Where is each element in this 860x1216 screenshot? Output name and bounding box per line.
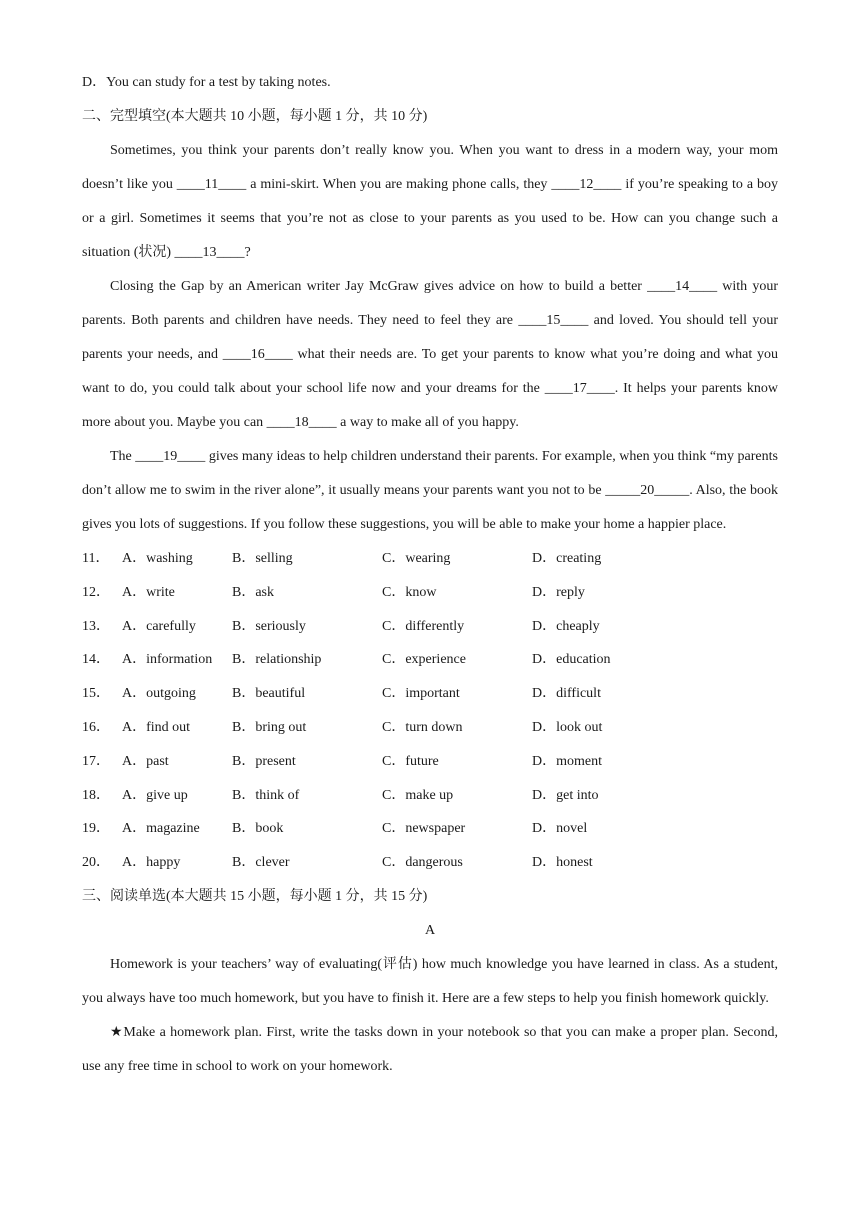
cloze-paragraph-2: Closing the Gap by an American writer Jay McGraw gives advice on how to build a better ____14____ with your parents. Both parents and children have needs. They need to feel they are ____15____ and loved. You should tell your parents your needs, and ____16____ what their needs are. To get your parents to know what you’re doing and what you want to do, you could talk about your school life now and your dreams for the ____17____. It helps your parents know more about you. Maybe you can ____18____ a way to make all of you happy. — [82, 279, 778, 430]
passage-label: A — [424, 922, 436, 938]
question-row — [82, 812, 778, 846]
option-a: A．magazine — [122, 821, 200, 837]
option-b: B．beautiful — [232, 686, 306, 702]
cloze-paragraph-3: The ____19____ gives many ideas to help children understand their parents. For example, when you think “my parents don’t allow me to swim in the river alone”, it usually means your parents want you not to be _____20_____. Also, the book gives you lots of suggestions. If you follow these suggestions, you will be able to make your home a happier place. — [82, 449, 778, 532]
option-a: A．washing — [122, 551, 193, 566]
question-number: 20． — [82, 855, 110, 871]
question-number: 17． — [82, 753, 110, 769]
question-row — [82, 711, 778, 745]
section2-heading: 二、完型填空(本大题共 10 小题，每小题 1 分，共 10 分) — [82, 109, 428, 124]
question-row — [82, 745, 778, 779]
option-c: C．experience — [382, 652, 466, 668]
option-d: D．difficult — [532, 686, 601, 702]
reading-paragraph-1: Homework is your teachers’ way of evaluating(评估) how much knowledge you have learned in class. As a student, you always have too much homework, but you have to finish it. Here are a few steps to help you finish homework quickly. — [82, 956, 778, 1006]
option-b: B．think of — [232, 787, 300, 803]
option-a: A．past — [122, 753, 169, 769]
option-a: A．write — [122, 584, 175, 600]
option-a: A．happy — [122, 855, 181, 871]
option-d: D．cheaply — [532, 618, 600, 634]
option-d: D．look out — [532, 719, 603, 735]
question-number: 13． — [82, 618, 110, 634]
question-row — [82, 610, 778, 644]
option-c: C．future — [382, 753, 439, 769]
question-row — [82, 542, 778, 576]
option-b: B．ask — [232, 584, 274, 600]
option-b: B．clever — [232, 855, 290, 871]
previous-option-d: D．You can study for a test by taking notes. — [82, 75, 331, 90]
option-a: A．carefully — [122, 618, 196, 634]
option-b: B．book — [232, 821, 284, 837]
question-number: 16． — [82, 719, 110, 735]
option-d: D．get into — [532, 787, 599, 803]
option-d: D．reply — [532, 584, 585, 600]
question-row — [82, 779, 778, 813]
question-row — [82, 677, 778, 711]
option-d: D．education — [532, 652, 611, 668]
question-row — [82, 643, 778, 677]
option-c: C．important — [382, 686, 460, 702]
question-row — [82, 576, 778, 610]
option-b: B．bring out — [232, 719, 307, 735]
option-c: C．newspaper — [382, 821, 466, 837]
option-a: A．give up — [122, 787, 188, 803]
option-c: C．wearing — [382, 551, 451, 566]
option-b: B．present — [232, 753, 296, 769]
option-d: D．honest — [532, 855, 593, 871]
option-c: C．dangerous — [382, 855, 463, 871]
option-b: B．relationship — [232, 652, 322, 668]
option-c: C．make up — [382, 787, 454, 803]
question-number: 19． — [82, 821, 110, 837]
question-row — [82, 846, 778, 880]
option-b: B．seriously — [232, 618, 306, 634]
option-b: B．selling — [232, 551, 293, 566]
option-a: A．information — [122, 652, 213, 668]
option-d: D．novel — [532, 821, 588, 837]
question-number: 14． — [82, 652, 110, 668]
option-c: C．turn down — [382, 719, 463, 735]
option-a: A．outgoing — [122, 686, 196, 702]
document-page — [82, 66, 778, 1084]
section3-heading: 三、阅读单选(本大题共 15 小题，每小题 1 分，共 15 分) — [82, 888, 428, 904]
reading-paragraph-2: ★Make a homework plan. First, write the tasks down in your notebook so that you can make a proper plan. Second, use any free time in school to work on your homework. — [82, 1024, 778, 1074]
option-d: D．creating — [532, 551, 602, 566]
question-number: 15． — [82, 686, 110, 702]
cloze-paragraph-1: Sometimes, you think your parents don’t really know you. When you want to dress in a modern way, your mom doesn’t like you ____11____ a mini-skirt. When you are making phone calls, they ____12____ if you’re speaking to a boy or a girl. Sometimes it seems that you’re not as close to your parents as you used to be. How can you change such a situation (状况) ____13____? — [82, 143, 778, 260]
cloze-questions — [82, 542, 778, 880]
question-number: 18． — [82, 787, 110, 803]
option-a: A．find out — [122, 719, 191, 735]
question-number: 11． — [82, 551, 110, 566]
option-c: C．differently — [382, 618, 465, 634]
question-number: 12． — [82, 584, 110, 600]
option-c: C．know — [382, 584, 437, 600]
option-d: D．moment — [532, 753, 602, 769]
